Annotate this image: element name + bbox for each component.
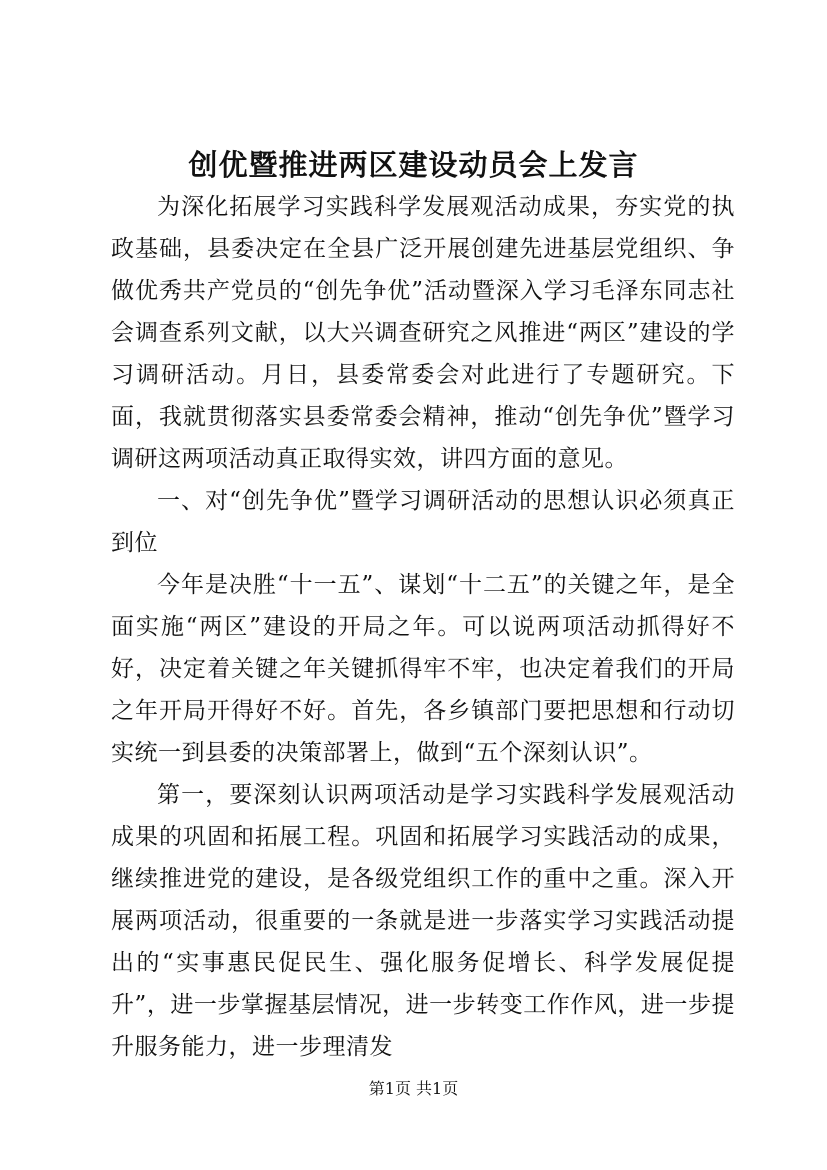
body-paragraph: 为深化拓展学习实践科学发展观活动成果，夯实党的执政基础，县委决定在全县广泛开展创建先进基层党组织、争做优秀共产党员的“创先争优”活动暨深入学习毛泽东同志社会调查系列文献，以大兴调查研究之风推进“两区”建设的学习调研活动。月日，县委常委会对此进行了专题研究。下面，我就贯彻落实县委常委会精神，推动“创先争优”暨学习调研这两项活动真正取得实效，讲四方面的意见。 [111,194,735,472]
document-title: 创优暨推进两区建设动员会上发言 [188,148,639,182]
document-body [111,186,735,1068]
body-paragraph: 第一，要深刻认识两项活动是学习实践科学发展观活动成果的巩固和拓展工程。巩固和拓展学习实践活动的成果，继续推进党的建设，是各级党组织工作的重中之重。深入开展两项活动，很重要的一条就是进一步落实学习实践活动提出的“实事惠民促民生、强化服务促增长、科学发展促提升”，进一步掌握基层情况，进一步转变工作作风，进一步提升服务能力，进一步理清发 [111,782,735,1060]
page-number-footer: 第1页 共1页 [368,1079,459,1098]
body-paragraph: 今年是决胜“十一五”、谋划“十二五”的关键之年，是全面实施“两区”建设的开局之年。可以说两项活动抓得好不好，决定着关键之年关键抓得牢不牢，也决定着我们的开局之年开局开得好不好。首先，各乡镇部门要把思想和行动切实统一到县委的决策部署上，做到“五个深刻认识”。 [111,572,735,766]
section-heading: 一、对“创先争优”暨学习调研活动的思想认识必须真正到位 [111,488,735,556]
